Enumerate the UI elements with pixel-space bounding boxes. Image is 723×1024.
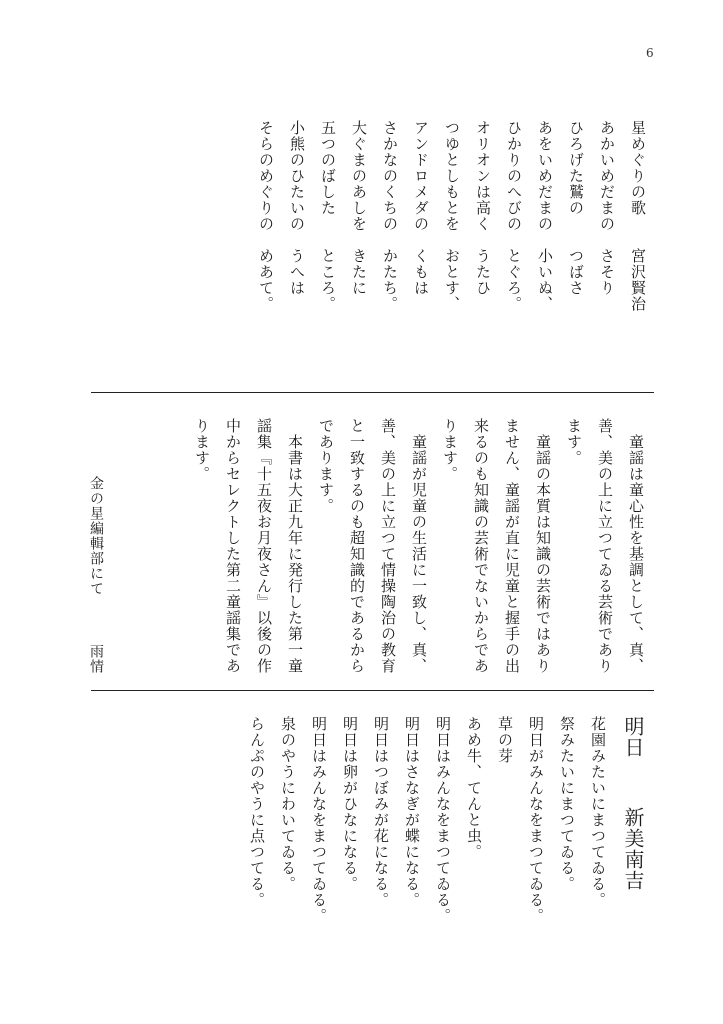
essay-preface <box>186 418 651 674</box>
poem-line: 草の芽 <box>496 716 514 764</box>
signature-org: 金の星編輯部にて <box>88 476 104 596</box>
poem-line: 明日はみんなをまつてゐる。 <box>434 716 452 924</box>
poem-line: 明日はつぼみが花になる。 <box>372 716 390 908</box>
poem-line: 明日がみんなをまつてゐる。 <box>527 716 545 924</box>
poem-line: 花園みたいにまつてゐる。 <box>589 716 607 908</box>
essay-line: ます。 <box>565 418 583 466</box>
poem-line: あめ牛、てんと虫。 <box>465 716 483 860</box>
essay-line: 来るのも知識の芸術でないからであ <box>472 418 490 674</box>
poem-line: 小熊のひたいの うへは <box>288 120 306 296</box>
essay-line: 童謡の本質は知識の芸術ではあり <box>534 418 552 674</box>
signature-name: 雨情 <box>88 644 104 674</box>
poem-line: あをいめだまの 小いぬ、 <box>536 120 554 312</box>
essay-line: 本書は大正九年に発行した第一童 <box>286 418 304 674</box>
essay-line: と一致するのも超知識的であるから <box>348 418 366 674</box>
poem-line: ひかりのへびの とぐろ。 <box>505 120 523 312</box>
poem-line: 大ぐまのあしを きたに <box>350 120 368 296</box>
poem-line: ひろげた鷲の つばさ <box>567 120 585 296</box>
essay-line: 中からセレクトした第二童謡集であ <box>224 418 242 674</box>
essay-line: 善、美の上に立つて情操陶治の教育 <box>379 418 397 674</box>
poem-line: さかなのくちの かたち。 <box>381 120 399 312</box>
poem-line: オリオンは高く うたひ <box>474 120 492 296</box>
essay-line: 善、美の上に立つてゐる芸術であり <box>596 418 614 674</box>
poem-line: 明日はみんなをまつてゐる。 <box>310 716 328 924</box>
poem-author: 新美南吉 <box>621 807 645 891</box>
essay-line: ります。 <box>441 418 459 482</box>
poem-line: 明日はさなぎが蝶になる。 <box>403 716 421 908</box>
divider-top <box>91 392 654 393</box>
essay-line: 童謡は童心性を基調として、真、 <box>627 418 645 674</box>
poem-line: 五つのばした ところ。 <box>319 120 337 312</box>
poem-line: 祭みたいにまつてゐる。 <box>558 716 576 892</box>
poem-ashita <box>241 716 653 936</box>
essay-line: ります。 <box>193 418 211 482</box>
poem-line: あかいめだまの さそり <box>598 120 616 296</box>
essay-line: ません、童謡が直に児童と握手の出 <box>503 418 521 674</box>
poem-line: 泉のやうにわいてゐる。 <box>279 716 297 892</box>
poem-line: つゆとしもとを おとす、 <box>443 120 461 312</box>
poem-line: そらのめぐりの めあて。 <box>257 120 275 312</box>
essay-line: 童謡が児童の生活に一致し、真、 <box>410 418 428 674</box>
essay-line: であります。 <box>317 418 335 514</box>
poem-line: 明日は卵がひなになる。 <box>341 716 359 892</box>
poem-title-line <box>613 716 653 891</box>
poem-title: 明日 <box>621 716 645 758</box>
page-number: 6 <box>646 46 654 60</box>
poem-line: 星めぐりの歌 宮沢賢治 <box>629 120 647 312</box>
poem-hoshimeguri <box>250 120 653 375</box>
poem-line: アンドロメダの くもは <box>412 120 430 296</box>
essay-signature <box>80 476 111 674</box>
poem-line: らんぷのやうに点つてる。 <box>248 716 266 908</box>
signature-line <box>80 476 111 674</box>
essay-line: 謡集『十五夜お月夜さん』以後の作 <box>255 418 273 674</box>
divider-bottom <box>91 690 654 691</box>
